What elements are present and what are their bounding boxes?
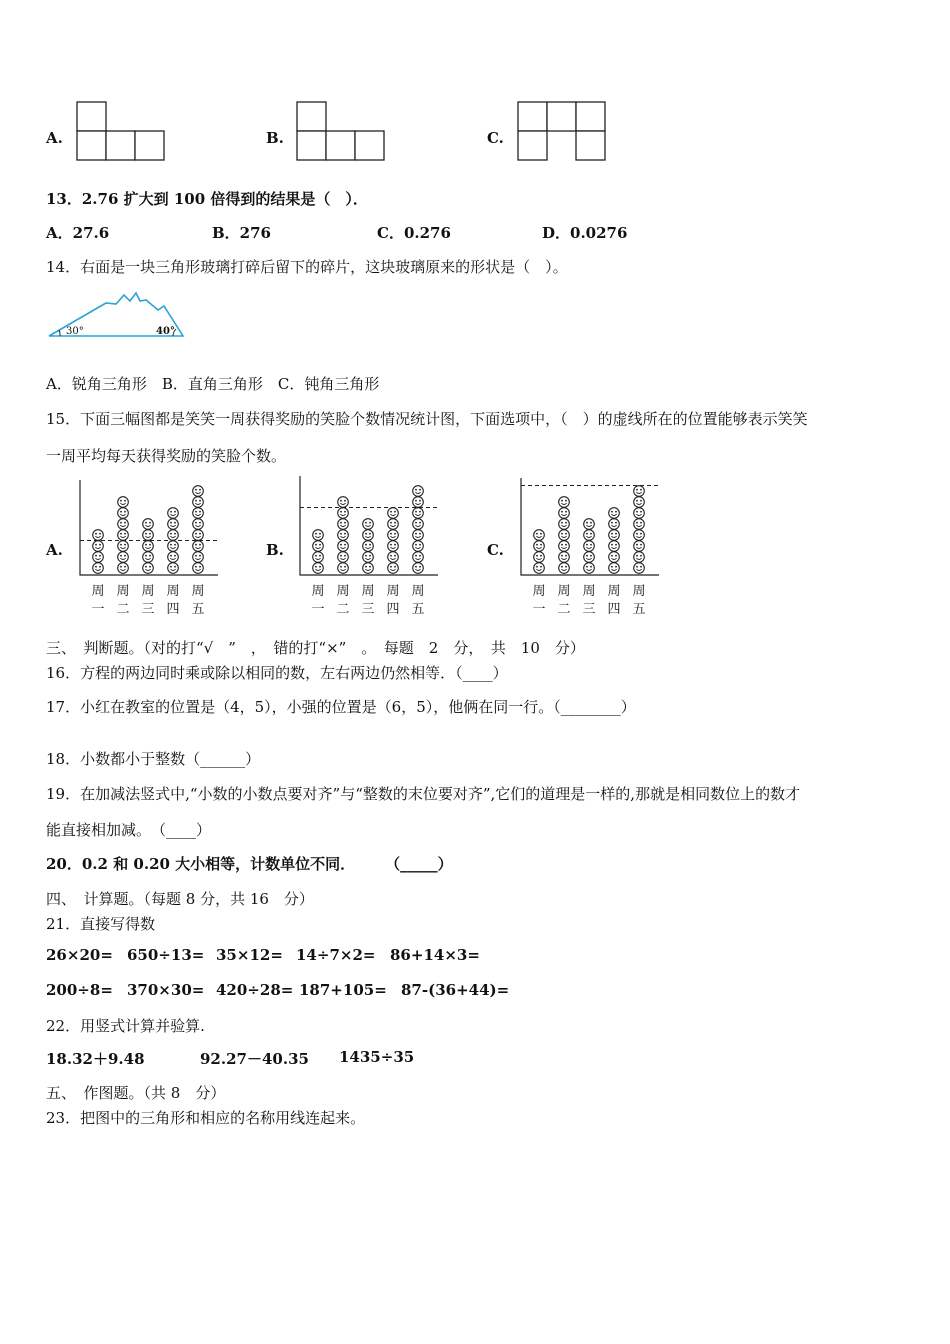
smiley-face	[118, 530, 129, 541]
bar-day-2	[559, 497, 570, 574]
q12-option-c-figure	[517, 101, 607, 163]
q12-option-b-label: B.	[266, 129, 284, 147]
q12-option-b-grid	[296, 101, 386, 163]
smiley-face	[559, 563, 570, 574]
smiley-face	[634, 530, 645, 541]
tick-label-bottom-5: 五	[191, 602, 205, 617]
tick-label-bottom-4: 四	[386, 602, 400, 617]
tick-label-bottom-2: 二	[336, 602, 350, 617]
smiley-face	[313, 541, 324, 552]
tick-label-top-1: 周	[91, 584, 105, 599]
bar-day-2	[338, 497, 349, 574]
grid-cell-2	[547, 102, 576, 131]
q15-chart-a-label: A.	[46, 541, 63, 559]
q20-text: 20．0.2 和 0.20 大小相等，计数单位不同． （_____）	[46, 855, 453, 873]
section4-heading: 四、 计算题。（每题 8 分，共 16 分）	[46, 890, 314, 908]
q15-chart-c-label: C.	[487, 541, 504, 559]
smiley-face	[388, 541, 399, 552]
tick-label-top-4: 周	[166, 584, 180, 599]
q15-chart-b	[292, 472, 442, 620]
tick-label-bottom-2: 二	[116, 602, 130, 617]
q22-text: 22．用竖式计算并验算.	[46, 1017, 205, 1035]
smiley-face	[584, 552, 595, 563]
tick-label-top-5: 周	[411, 584, 425, 599]
smiley-face	[338, 508, 349, 519]
q12-option-c-label: C.	[487, 129, 504, 147]
smiley-face	[338, 552, 349, 563]
smiley-face	[118, 552, 129, 563]
smiley-face	[193, 563, 204, 574]
smiley-face	[193, 497, 204, 508]
bar-day-4	[609, 508, 620, 574]
smiley-face	[118, 519, 129, 530]
smiley-face	[609, 530, 620, 541]
grid-cell-0	[518, 102, 547, 131]
smiley-face	[534, 541, 545, 552]
grid-cell-3	[576, 102, 605, 131]
q14-options: A．锐角三角形 B．直角三角形 C．钝角三角形	[46, 375, 380, 393]
grid-cell-4	[576, 131, 605, 160]
tick-label-top-2: 周	[557, 584, 571, 599]
grid-cell-1	[297, 131, 326, 160]
smiley-face	[118, 497, 129, 508]
calc-r1-c5: 86+14×3=	[390, 946, 480, 964]
angle-right-label: 40°	[156, 326, 175, 337]
smiley-face	[93, 563, 104, 574]
smiley-face	[313, 563, 324, 574]
q16-text: 16．方程的两边同时乘或除以相同的数，左右两边仍然相等．（____）	[46, 664, 508, 682]
smiley-face	[559, 519, 570, 530]
smiley-face	[168, 508, 179, 519]
smiley-face	[584, 519, 595, 530]
tick-label-bottom-3: 三	[141, 602, 155, 617]
q18-text: 18．小数都小于整数（______）	[46, 750, 261, 768]
smiley-face	[413, 486, 424, 497]
vertical-calc-2: 92.27－40.35	[200, 1050, 309, 1068]
tick-label-top-3: 周	[141, 584, 155, 599]
q15-line2: 一周平均每天获得奖励的笑脸个数。	[46, 447, 287, 465]
angle-left-label: 30°	[66, 326, 84, 337]
smiley-face	[534, 530, 545, 541]
grid-cell-2	[106, 131, 135, 160]
smiley-face	[338, 563, 349, 574]
smiley-face	[559, 508, 570, 519]
smiley-face	[193, 508, 204, 519]
tick-label-top-2: 周	[336, 584, 350, 599]
tick-label-top-5: 周	[191, 584, 205, 599]
calc-r2-c5: 87-(36+44)=	[401, 981, 510, 999]
calc-r1-c1: 26×20=	[46, 946, 113, 964]
tick-label-bottom-1: 一	[91, 602, 105, 617]
tick-label-top-2: 周	[116, 584, 130, 599]
smiley-face	[313, 530, 324, 541]
smiley-face	[338, 530, 349, 541]
q13-option-a: A．27.6	[46, 224, 110, 242]
smiley-face	[168, 563, 179, 574]
smiley-face	[388, 563, 399, 574]
q17-text: 17．小红在教室的位置是（4，5），小强的位置是（6，5），他俩在同一行。（________）	[46, 698, 636, 716]
q21-text: 21．直接写得数	[46, 915, 156, 933]
section3-heading: 三、 判断题。（对的打“√ ” ， 错的打“×” 。 每题 2 分， 共 10 分）	[46, 639, 585, 657]
calc-r2-c3: 420÷28=	[216, 981, 294, 999]
calc-r1-c3: 35×12=	[216, 946, 283, 964]
smiley-face	[363, 541, 374, 552]
smiley-face	[388, 519, 399, 530]
smiley-face	[534, 552, 545, 563]
smiley-face	[143, 530, 154, 541]
smiley-face	[193, 486, 204, 497]
smiley-face	[559, 497, 570, 508]
smiley-face	[413, 519, 424, 530]
q13-option-d: D．0.0276	[542, 224, 628, 242]
glass-fragment-figure	[46, 288, 191, 343]
smiley-face	[388, 530, 399, 541]
grid-cell-0	[297, 102, 326, 131]
calc-r2-c2: 370×30=	[127, 981, 205, 999]
q13-option-b: B．276	[212, 224, 271, 242]
smiley-face	[609, 563, 620, 574]
smiley-face	[584, 563, 595, 574]
bar-day-3	[143, 519, 154, 574]
smiley-face	[143, 552, 154, 563]
q13-text: 13．2.76 扩大到 100 倍得到的结果是（ ）．	[46, 190, 368, 208]
smiley-face	[634, 563, 645, 574]
tick-label-bottom-1: 一	[311, 602, 325, 617]
calc-r1-c2: 650÷13=	[127, 946, 205, 964]
tick-label-bottom-3: 三	[361, 602, 375, 617]
tick-label-top-3: 周	[582, 584, 596, 599]
smiley-face	[609, 519, 620, 530]
tick-label-bottom-3: 三	[582, 602, 596, 617]
bar-day-1	[534, 530, 545, 574]
smiley-face	[118, 541, 129, 552]
left-angle-arc	[59, 330, 60, 336]
q15-chart-a	[72, 472, 222, 620]
q14-text: 14．右面是一块三角形玻璃打碎后留下的碎片，这块玻璃原来的形状是（ ）。	[46, 258, 568, 276]
bar-day-3	[363, 519, 374, 574]
calc-r2-c4: 187+105=	[299, 981, 387, 999]
calc-r1-c4: 14÷7×2=	[296, 946, 376, 964]
smiley-face	[413, 530, 424, 541]
grid-cell-1	[518, 131, 547, 160]
smiley-face	[143, 563, 154, 574]
smiley-face	[609, 552, 620, 563]
smiley-face	[363, 552, 374, 563]
smiley-face	[338, 519, 349, 530]
smiley-face	[559, 541, 570, 552]
grid-cell-3	[355, 131, 384, 160]
section5-heading: 五、 作图题。（共 8 分）	[46, 1084, 226, 1102]
q12-option-a-figure	[76, 101, 166, 163]
vertical-calc-3: 1435÷35	[339, 1048, 415, 1066]
grid-cell-3	[135, 131, 164, 160]
smiley-face	[634, 497, 645, 508]
smiley-face	[193, 519, 204, 530]
q19-line2: 能直接相加减。 （____）	[46, 821, 212, 839]
smiley-face	[363, 530, 374, 541]
bar-day-5	[193, 486, 204, 574]
smiley-face	[559, 552, 570, 563]
tick-label-bottom-5: 五	[632, 602, 646, 617]
bar-day-5	[634, 486, 645, 574]
grid-cell-0	[77, 102, 106, 131]
smiley-face	[413, 497, 424, 508]
smiley-face	[168, 530, 179, 541]
smiley-face	[363, 563, 374, 574]
smiley-face	[93, 552, 104, 563]
smiley-face	[193, 541, 204, 552]
smiley-face	[313, 552, 324, 563]
tick-label-top-3: 周	[361, 584, 375, 599]
tick-label-top-4: 周	[386, 584, 400, 599]
smiley-face	[193, 552, 204, 563]
tick-label-bottom-1: 一	[532, 602, 546, 617]
q12-option-c-grid	[517, 101, 607, 163]
bar-day-3	[584, 519, 595, 574]
tick-label-top-4: 周	[607, 584, 621, 599]
smiley-face	[363, 519, 374, 530]
tick-label-bottom-4: 四	[607, 602, 621, 617]
grid-cell-2	[326, 131, 355, 160]
smiley-face	[93, 530, 104, 541]
q12-option-a-grid	[76, 101, 166, 163]
smiley-face	[559, 530, 570, 541]
bar-day-2	[118, 497, 129, 574]
q23-text: 23．把图中的三角形和相应的名称用线连起来。	[46, 1109, 366, 1127]
bar-day-1	[93, 530, 104, 574]
smiley-face	[388, 508, 399, 519]
smiley-face	[634, 508, 645, 519]
smiley-face	[609, 508, 620, 519]
grid-cell-1	[77, 131, 106, 160]
q12-option-b-figure	[296, 101, 386, 163]
smiley-face	[338, 541, 349, 552]
q15-chart-b-label: B.	[266, 541, 284, 559]
tick-label-top-1: 周	[311, 584, 325, 599]
bar-day-5	[413, 486, 424, 574]
smiley-face	[118, 563, 129, 574]
tick-label-top-1: 周	[532, 584, 546, 599]
smiley-face	[609, 541, 620, 552]
smiley-face	[634, 519, 645, 530]
smiley-face	[584, 541, 595, 552]
smiley-face	[338, 497, 349, 508]
smiley-face	[143, 519, 154, 530]
q15-chart-c	[513, 472, 663, 620]
q15-line1: 15．下面三幅图都是笑笑一周获得奖励的笑脸个数情况统计图，下面选项中，（ ）的虚线所在的位置能够表示笑笑	[46, 410, 808, 428]
smiley-face	[168, 541, 179, 552]
q12-option-a-label: A.	[46, 129, 63, 147]
smiley-face	[413, 541, 424, 552]
smiley-face	[168, 519, 179, 530]
smiley-face	[584, 530, 595, 541]
smiley-face	[634, 541, 645, 552]
smiley-face	[413, 508, 424, 519]
smiley-face	[193, 530, 204, 541]
tick-label-bottom-2: 二	[557, 602, 571, 617]
smiley-face	[118, 508, 129, 519]
smiley-face	[534, 563, 545, 574]
vertical-calc-1: 18.32＋9.48	[46, 1050, 145, 1068]
tick-label-bottom-4: 四	[166, 602, 180, 617]
q19-line1: 19．在加减法竖式中,“小数的小数点要对齐”与“整数的末位要对齐”,它们的道理是一样的,那就是相同数位上的数才	[46, 785, 801, 803]
smiley-face	[634, 552, 645, 563]
tick-label-bottom-5: 五	[411, 602, 425, 617]
smiley-face	[413, 552, 424, 563]
calc-r2-c1: 200÷8=	[46, 981, 113, 999]
smiley-face	[93, 541, 104, 552]
smiley-face	[143, 541, 154, 552]
bar-day-4	[388, 508, 399, 574]
smiley-face	[168, 552, 179, 563]
smiley-face	[388, 552, 399, 563]
q13-option-c: C．0.276	[377, 224, 451, 242]
bar-day-1	[313, 530, 324, 574]
smiley-face	[634, 486, 645, 497]
smiley-face	[413, 563, 424, 574]
tick-label-top-5: 周	[632, 584, 646, 599]
